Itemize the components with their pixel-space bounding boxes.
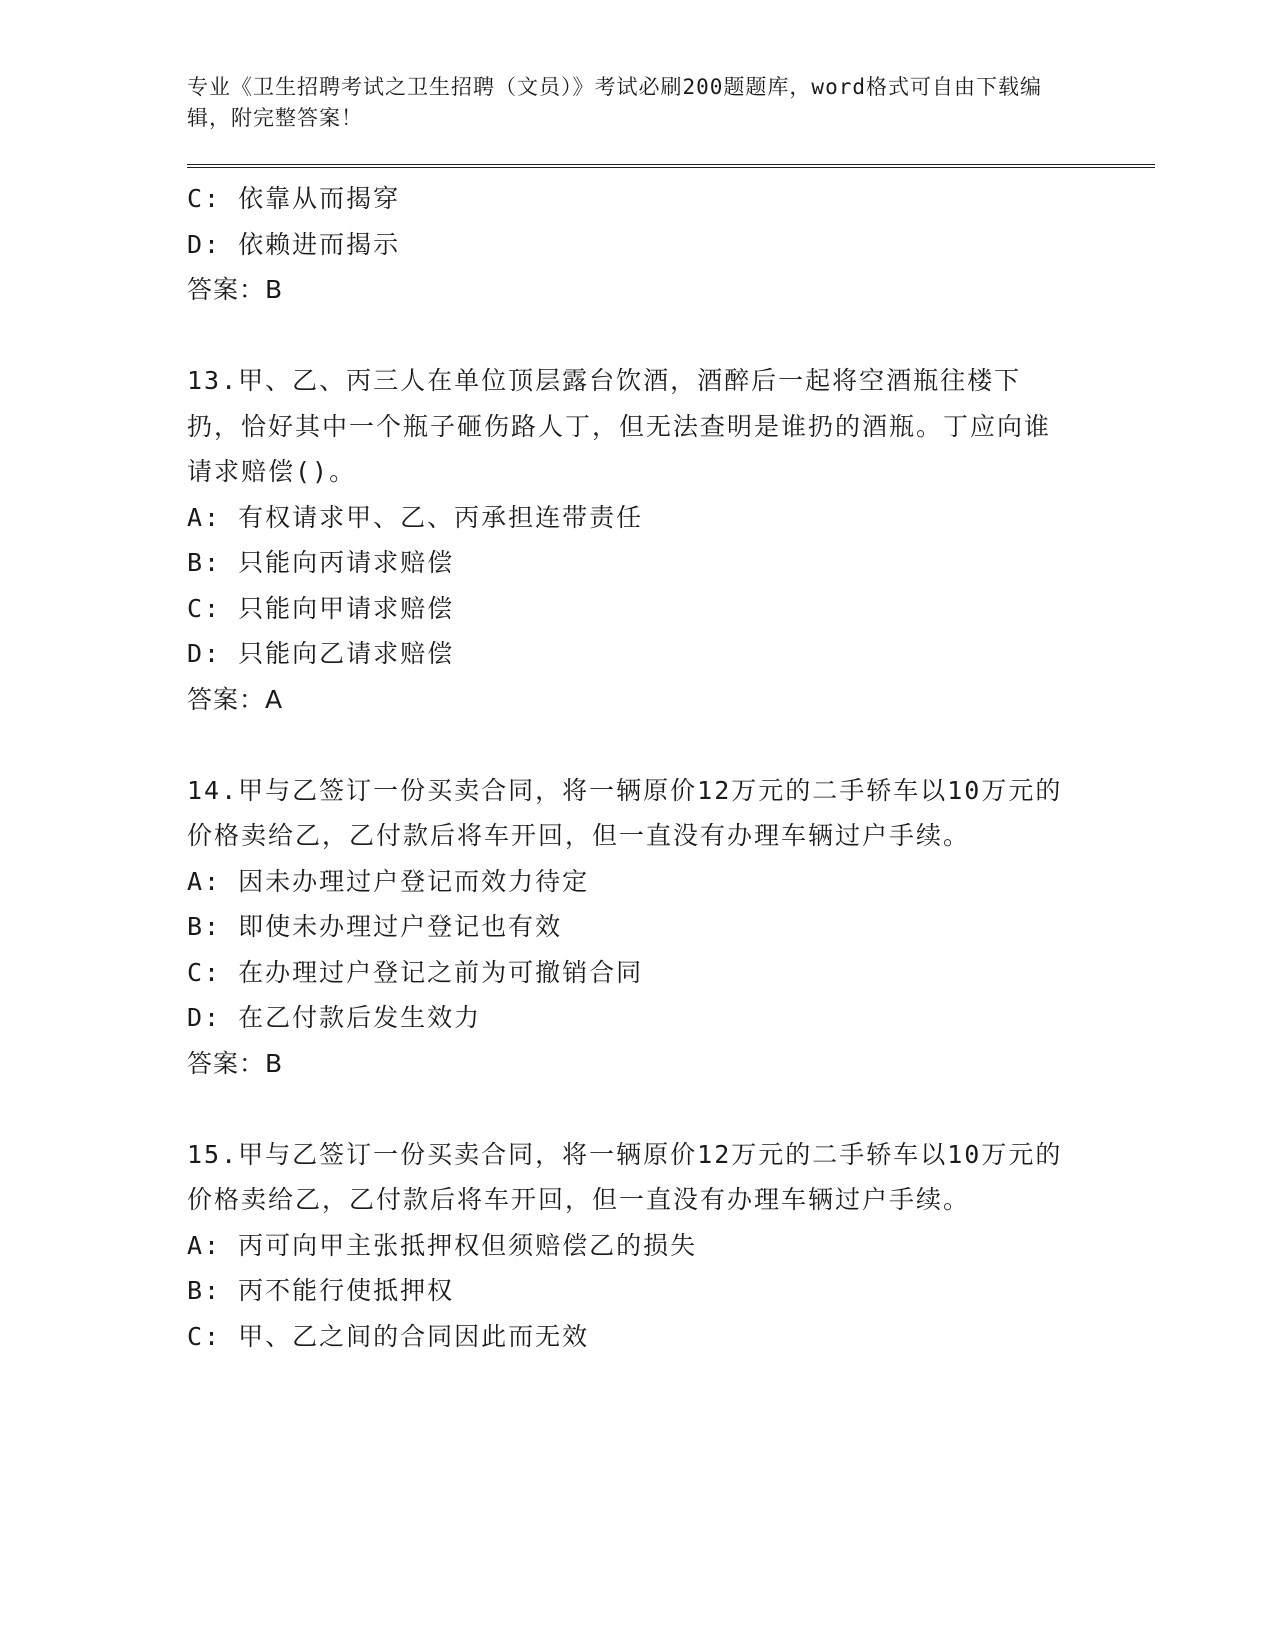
option-c: C: 只能向甲请求赔偿 [187, 593, 455, 623]
answer-line: 答案：A [187, 684, 284, 714]
question-15 [187, 1132, 1155, 1360]
answer-line: 答案：B [187, 275, 284, 304]
document-body [187, 176, 1155, 1359]
question-stem: 14.甲与乙签订一份买卖合同，将一辆原价12万元的二手轿车以10万元的价格卖给乙，乙付款后将车开回，但一直没有办理车辆过户手续。 [187, 775, 1063, 850]
document-page [187, 72, 1155, 1359]
option-c: C: 依靠从而揭穿 [187, 184, 401, 213]
option-a: A: 因未办理过户登记而效力待定 [187, 866, 590, 896]
document-header: 专业《卫生招聘考试之卫生招聘（文员）》考试必刷200题题库，word格式可自由下载编辑，附完整答案！ [187, 75, 1042, 130]
option-c: C: 在办理过户登记之前为可撤销合同 [187, 957, 644, 987]
question-stem: 15.甲与乙签订一份买卖合同，将一辆原价12万元的二手轿车以10万元的价格卖给乙，乙付款后将车开回，但一直没有办理车辆过户手续。 [187, 1139, 1063, 1214]
option-a: A: 有权请求甲、乙、丙承担连带责任 [187, 502, 644, 532]
answer-line: 答案：B [187, 1048, 284, 1078]
option-b: B: 丙不能行使抵押权 [187, 1276, 455, 1305]
option-d: D: 在乙付款后发生效力 [187, 1003, 482, 1032]
option-c: C: 甲、乙之间的合同因此而无效 [187, 1321, 590, 1351]
header-divider [187, 164, 1155, 168]
spacer [187, 313, 1155, 359]
option-a: A: 丙可向甲主张抵押权但须赔偿乙的损失 [187, 1230, 698, 1260]
spacer [187, 1086, 1155, 1132]
option-d: D: 只能向乙请求赔偿 [187, 639, 455, 668]
question-13 [187, 358, 1155, 722]
option-d: D: 依赖进而揭示 [187, 229, 401, 259]
question-stem: 13.甲、乙、丙三人在单位顶层露台饮酒，酒醉后一起将空酒瓶往楼下扔，恰好其中一个瓶子砸伤路人丁，但无法查明是谁扔的酒瓶。丁应向谁请求赔偿()。 [187, 366, 1052, 486]
spacer [187, 722, 1155, 768]
option-b: B: 即使未办理过户登记也有效 [187, 912, 563, 941]
option-b: B: 只能向丙请求赔偿 [187, 548, 455, 577]
question-14 [187, 768, 1155, 1087]
